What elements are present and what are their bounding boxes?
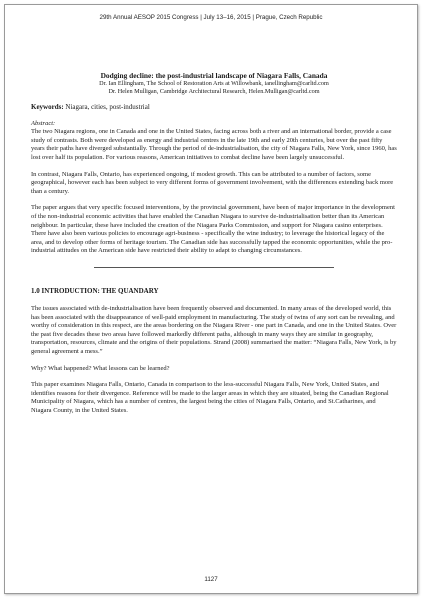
author-line: Dr. Ian Ellingham, The School of Restoration Arts at Willowbank, ianellingham@carltd.com xyxy=(99,80,329,87)
section-paragraph: This paper examines Niagara Falls, Ontario, Canada in comparison to the less-successful Niagara Falls, New York, United States, and identifies reasons for their divergence. Reference will be made to the larger areas in which they are situated, being the Canadian Regional Municipality of Niagara, which has a number of centres, the largest being the cities of Niagara Falls, Ontario, and St.Catharines, and Niagara County, in the United States. xyxy=(31,381,389,415)
section-paragraph: The issues associated with de-industrialisation have been frequently observed and documented. In many areas of the developed world, this has been associated with the disappearance of well-paid employment in manufacturing. The study of twins of any sort can be revealing, and worthy of consideration in this respect, are the areas bordering on the Niagara River - one part in Canada, and one in the United States. Over the past five decades these two areas have followed markedly different paths, although in many ways they are similar in geography, transportation, resources, climate and the origins of their populations. Strand (2008) summarised the matter: “Niagara Falls, New York, is by general agreement a mess.” xyxy=(31,305,397,356)
abstract-paragraph: The paper argues that very specific focused interventions, by the provincial government, have been of major importance in the development of the non-industrial economic activities that have enabled the Canadian Niagara to survive de-industrialisation better than its American neighbour. In particular, these have included the creation of the Niagara Parks Commission, and support for Niagara casino enterprises. There have also been various policies to encourage agri-business - specifically the wine industry; to leverage the historical legacy of the area, and to develop other forms of heritage tourism. The Canadian side has successfully tapped the economic opportunities, while the pro-industrial attitudes on the American side have restricted their ability to adapt to changing circumstances. xyxy=(31,204,395,255)
document-page xyxy=(4,4,418,594)
section-paragraph: Why? What happened? What lessons can be learned? xyxy=(31,364,170,372)
paper-title: Dodging decline: the post-industrial landscape of Niagara Falls, Canada xyxy=(100,71,328,80)
document-body xyxy=(31,71,397,424)
keywords xyxy=(31,103,397,112)
keywords-label: Keywords: xyxy=(31,103,64,111)
abstract-paragraph: In contrast, Niagara Falls, Ontario, has experienced ongoing, if modest growth. This can be attributed to a number of factors, some geographical, however each has been subject to very different forms of government involvement, with the differences extending back more than a century. xyxy=(31,170,394,195)
running-header: 29th Annual AESOP 2015 Congress | July 13–16, 2015 | Prague, Czech Republic xyxy=(99,14,323,21)
abstract-paragraph: The two Niagara regions, one in Canada and one in the United States, facing across both a river and an international border, provide a case study of contrasts. Both were developed as energy and industrial centres in the late 19th and early 20th centuries, but over the past fifty years their paths have diverged substantially. Through the period of de-industrialisation, the city of Niagara Falls, New York, since 1960, has lost over half its population. For various reasons, American initiatives to combat decline have been largely unsuccessful. xyxy=(31,128,397,161)
section-heading: 1.0 INTRODUCTION: THE QUANDARY xyxy=(31,286,159,295)
keywords-value: Niagara, cities, post-industrial xyxy=(65,103,150,111)
author-line: Dr. Helen Mulligan, Cambridge Architectural Research, Helen.Mulligan@carltd.com xyxy=(108,88,320,95)
abstract-label: Abstract: xyxy=(31,119,56,127)
section-divider xyxy=(31,264,397,273)
page-number: 1127 xyxy=(204,576,218,583)
